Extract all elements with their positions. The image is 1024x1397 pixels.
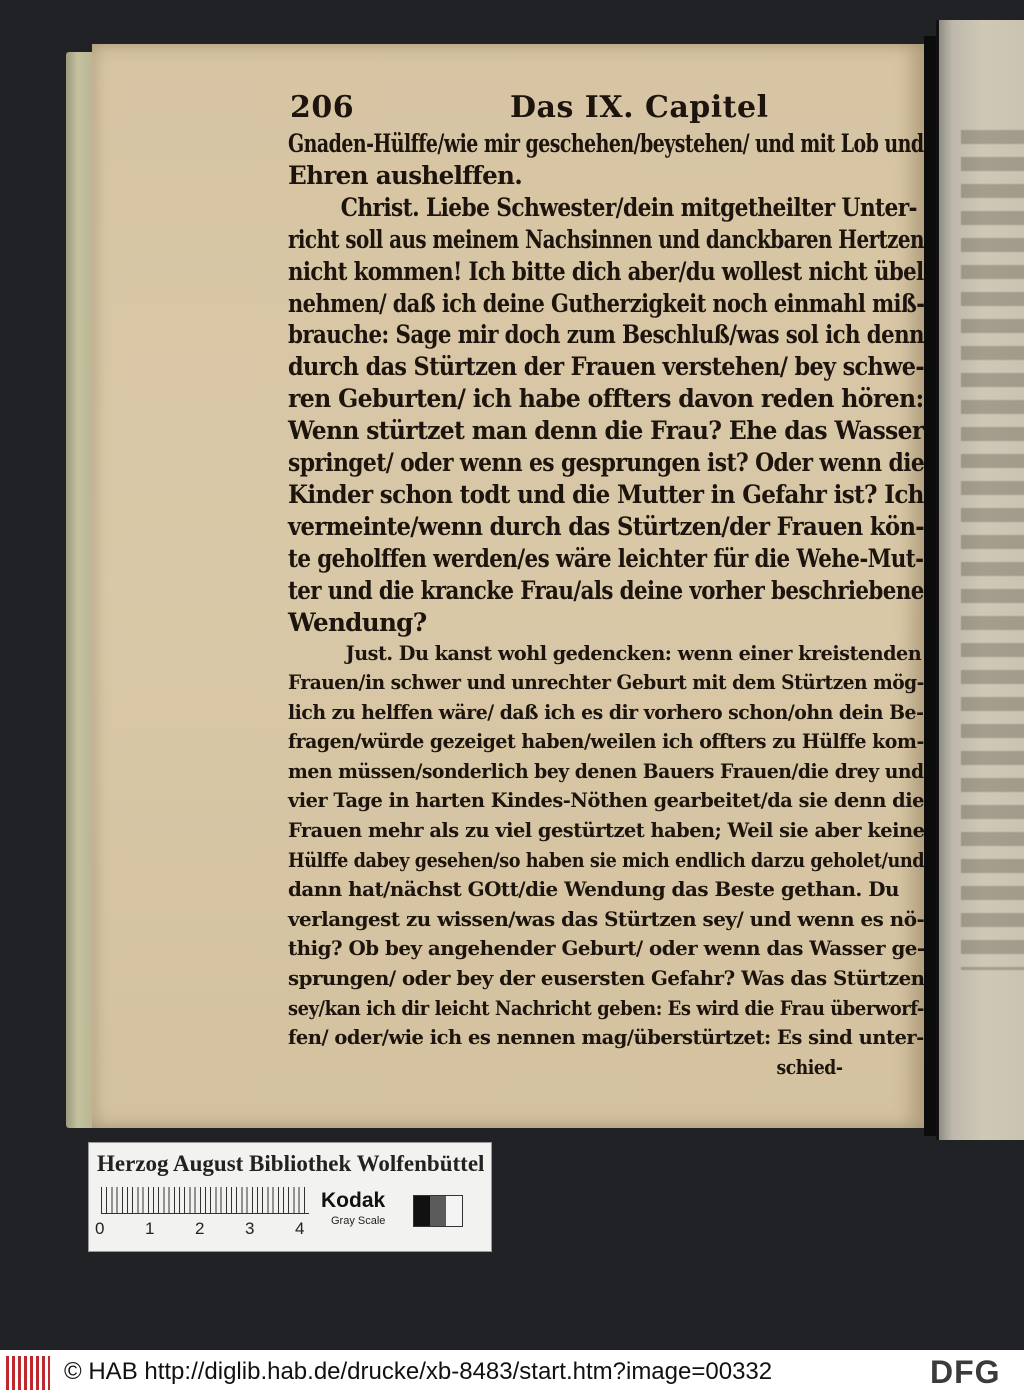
footer-credit-link[interactable]: © HAB http://diglib.hab.de/drucke/xb-8483/start.htm?image=00332	[64, 1358, 773, 1385]
ruler-number: 0	[95, 1219, 105, 1238]
gray-patches	[413, 1195, 463, 1227]
text-line: men müssen/sonderlich bey denen Bauers Frauen/die drey und	[288, 758, 924, 783]
text-line: springet/ oder wenn es gesprungen ist? Oder wenn die	[288, 448, 925, 478]
library-name: Herzog August Bibliothek Wolfenbüttel	[97, 1151, 485, 1176]
text-line: Wenn stürtzet man denn die Frau? Ehe das Wasser	[288, 416, 924, 446]
text-line: Kinder schon todt und die Mutter in Gefahr ist? Ich	[288, 479, 924, 509]
text-line: dann hat/nächst GOtt/die Wendung das Beste gethan. Du	[288, 877, 899, 902]
ruler-number: 4	[295, 1219, 305, 1238]
text-line: nicht kommen! Ich bitte dich aber/du wollest nicht übel	[288, 256, 924, 286]
text-line: ter und die krancke Frau/als deine vorher beschriebene	[288, 575, 924, 605]
scale-ruler	[101, 1187, 309, 1214]
text-line: lich zu helffen wäre/ daß ich es dir vorhero schon/ohn dein Be-	[288, 699, 924, 724]
gray-patch	[446, 1196, 462, 1226]
text-line: vier Tage in harten Kindes-Nöthen gearbeitet/da sie denn die	[288, 788, 924, 813]
text-line: Wendung?	[288, 607, 427, 637]
text-line: brauche: Sage mir doch zum Beschluß/was sol ich denn	[288, 320, 924, 350]
paragraph-just	[288, 639, 928, 1083]
text-line: nehmen/ daß ich deine Gutherzigkeit noch einmahl miß-	[288, 288, 925, 318]
text-line: sprungen/ oder bey der eusersten Gefahr? Was das Stürtzen	[288, 966, 925, 991]
adjacent-page	[936, 20, 1024, 1140]
text-line: Frauen mehr als zu viel gestürtzet haben; Weil sie aber keine	[288, 818, 925, 843]
gray-patch	[414, 1196, 430, 1226]
ruler-number: 1	[145, 1219, 155, 1238]
gray-patch	[430, 1196, 446, 1226]
ruler-number: 2	[195, 1219, 205, 1238]
page-text	[288, 90, 928, 1082]
text-line: vermeinte/wenn durch das Stürtzen/der Frauen kön-	[288, 511, 925, 541]
text-line: Hülffe dabey gesehen/so haben sie mich endlich darzu geholet/und	[288, 847, 925, 872]
text-line: te geholffen werden/es wäre leichter für die Wehe-Mut-	[288, 543, 924, 573]
text-line: verlangest zu wissen/was das Stürtzen sey/ und wenn es nö-	[288, 906, 925, 931]
adjacent-page-text-shadow	[961, 130, 1024, 970]
footer-bar	[0, 1350, 1024, 1397]
ruler-number: 3	[245, 1219, 255, 1238]
kodak-brand: Kodak	[321, 1189, 386, 1212]
chapter-title: Das IX. Capitel	[510, 90, 769, 125]
text-line: Ehren aushelffen.	[288, 160, 523, 190]
catchword: schied-	[776, 1054, 843, 1079]
text-line: Just. Du kanst wohl gedencken: wenn einer kreistenden	[345, 640, 922, 665]
text-line: Christ. Liebe Schwester/dein mitgetheilter Unter-	[340, 192, 917, 222]
text-line: richt soll aus meinem Nachsinnen und danckbaren Hertzen	[288, 224, 924, 254]
color-bar-label	[88, 1142, 492, 1252]
gray-scale-label: Gray Scale	[331, 1215, 386, 1227]
text-line: fen/ oder/wie ich es nennen mag/überstürtzet: Es sind unter-	[288, 1025, 924, 1050]
dfg-logo: DFG	[930, 1354, 1001, 1390]
text-line: fragen/würde gezeiget haben/weilen ich offters zu Hülffe kom-	[288, 729, 924, 754]
running-head	[288, 90, 928, 128]
text-line: ren Geburten/ ich habe offters davon reden hören:	[288, 384, 924, 414]
hab-logo-icon	[6, 1356, 50, 1390]
text-line: Frauen/in schwer und unrechter Geburt mit dem Stürtzen mög-	[288, 670, 924, 695]
text-line: Gnaden-Hülffe/wie mir geschehen/beystehen/ und mit Lob und	[288, 129, 924, 158]
text-line: thig? Ob bey angehender Geburt/ oder wenn das Wasser ge-	[288, 936, 925, 961]
text-line: durch das Stürtzen der Frauen verstehen/ bey schwe-	[288, 352, 925, 382]
text-line: sey/kan ich dir leicht Nachricht geben: Es wird die Frau überworf-	[288, 995, 924, 1020]
page-number: 206	[290, 90, 355, 125]
paragraph-christ	[288, 128, 928, 639]
